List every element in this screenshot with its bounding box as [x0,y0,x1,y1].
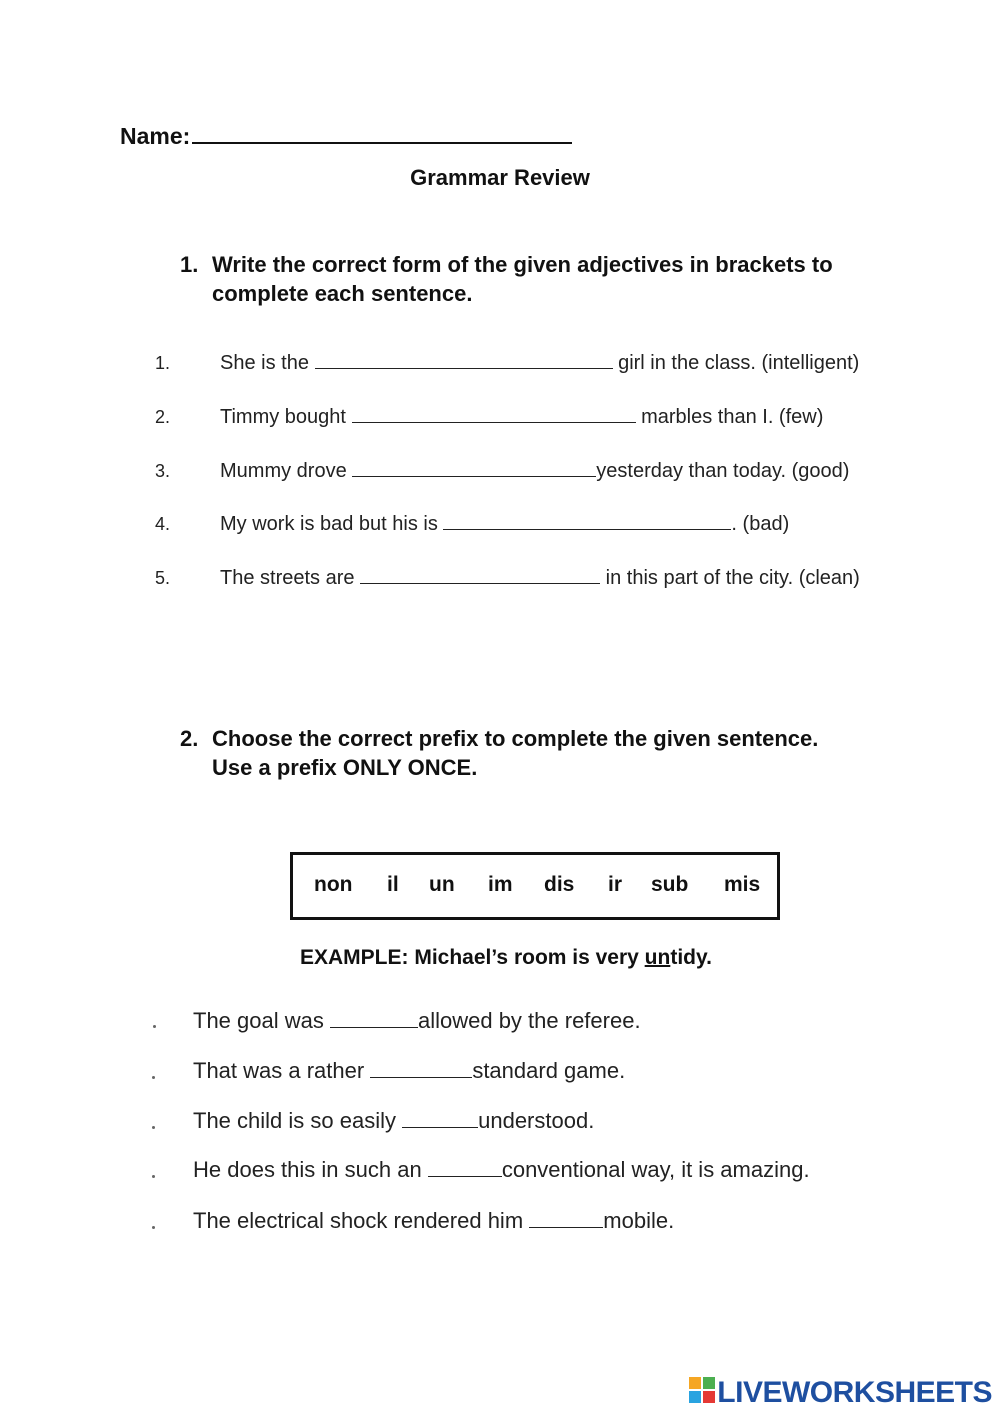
item-4-before: My work is bad but his is [220,513,438,535]
item-3-blank[interactable] [352,458,596,477]
item-5-before: The streets are [220,567,355,589]
item-3-number: 3. [155,461,171,481]
question-1-line-2: complete each sentence. [212,281,473,306]
item-4-blank[interactable] [443,511,731,530]
item-4-after: . (bad) [731,513,790,535]
question-2-instruction [212,724,818,782]
example-suffix: tidy. [670,946,712,969]
list-item [193,1208,674,1234]
item-3-after: yesterday than today. (good) [596,460,850,482]
item-2-number: 2. [155,407,171,427]
example-underlined-prefix: un [644,946,671,969]
item-5-number: 5. [155,568,171,588]
item-1-after: girl in the class. (intelligent) [618,352,860,374]
sentence-5-before: The electrical shock rendered him [193,1208,524,1233]
prefix-un: un [429,873,455,896]
name-label: Name: [120,123,191,149]
sentence-5-blank[interactable] [529,1209,603,1228]
liveworksheets-logo-icon [689,1377,715,1411]
name-field [120,120,572,150]
bullet-dot [152,1076,155,1079]
item-1-number: 1. [155,353,171,373]
prefix-word-box [290,852,780,920]
prefix-non: non [314,873,353,896]
example-sentence [300,946,712,970]
prefix-im: im [488,873,513,896]
question-2-number: 2. [180,726,199,751]
item-5-after: in this part of the city. (clean) [605,567,860,589]
name-blank[interactable] [192,120,572,144]
item-2-blank[interactable] [352,404,636,423]
item-1-before: She is the [220,352,309,374]
bullet-dot [152,1226,155,1229]
bullet-dot [152,1126,155,1129]
item-5-blank[interactable] [360,565,600,584]
prefix-ir: ir [608,873,623,896]
sentence-1-before: The goal was [193,1008,324,1033]
question-2-line-1: Choose the correct prefix to complete the given sentence. [212,726,819,751]
sentence-4-blank[interactable] [428,1158,502,1177]
sentence-3-after: understood. [478,1108,595,1133]
prefix-dis: dis [544,873,575,896]
list-item [193,1058,625,1084]
list-item [193,1008,641,1034]
bullet-dot [153,1025,156,1028]
sentence-4-after: conventional way, it is amazing. [501,1157,810,1182]
question-1-line-1: Write the correct form of the given adjectives in brackets to [212,252,833,277]
list-item [193,1108,594,1134]
item-3-before: Mummy drove [220,460,347,482]
item-4-number: 4. [155,514,171,534]
question-2-line-2: Use a prefix ONLY ONCE. [212,755,478,780]
sentence-4-before: He does this in such an [193,1157,422,1182]
sentence-2-blank[interactable] [370,1059,472,1078]
sentence-2-after: standard game. [472,1058,626,1083]
list-item [220,350,859,375]
prefix-sub: sub [651,873,689,896]
item-2-before: Timmy bought [220,406,346,428]
prefix-il: il [387,873,399,896]
sentence-5-after: mobile. [603,1208,675,1233]
list-item [220,565,860,590]
item-2-after: marbles than I. (few) [641,406,824,428]
list-item [220,511,789,536]
example-text: EXAMPLE: Michael’s room is very [300,946,645,969]
list-item [220,458,849,483]
sentence-3-blank[interactable] [402,1109,478,1128]
list-item [220,404,823,429]
sentence-3-before: The child is so easily [193,1108,396,1133]
brand-name: LIVEWORKSHEETS [717,1376,992,1409]
sentence-1-blank[interactable] [330,1009,418,1028]
sentence-1-after: allowed by the referee. [417,1008,641,1033]
prefix-mis: mis [724,873,761,896]
sentence-2-before: That was a rather [193,1058,365,1083]
bullet-dot [152,1175,155,1178]
question-1-number: 1. [180,252,199,277]
list-item [193,1157,810,1183]
question-1-instruction [212,250,833,308]
item-1-blank[interactable] [315,350,613,369]
page-title: Grammar Review [410,165,590,190]
liveworksheets-logo[interactable] [689,1376,992,1411]
